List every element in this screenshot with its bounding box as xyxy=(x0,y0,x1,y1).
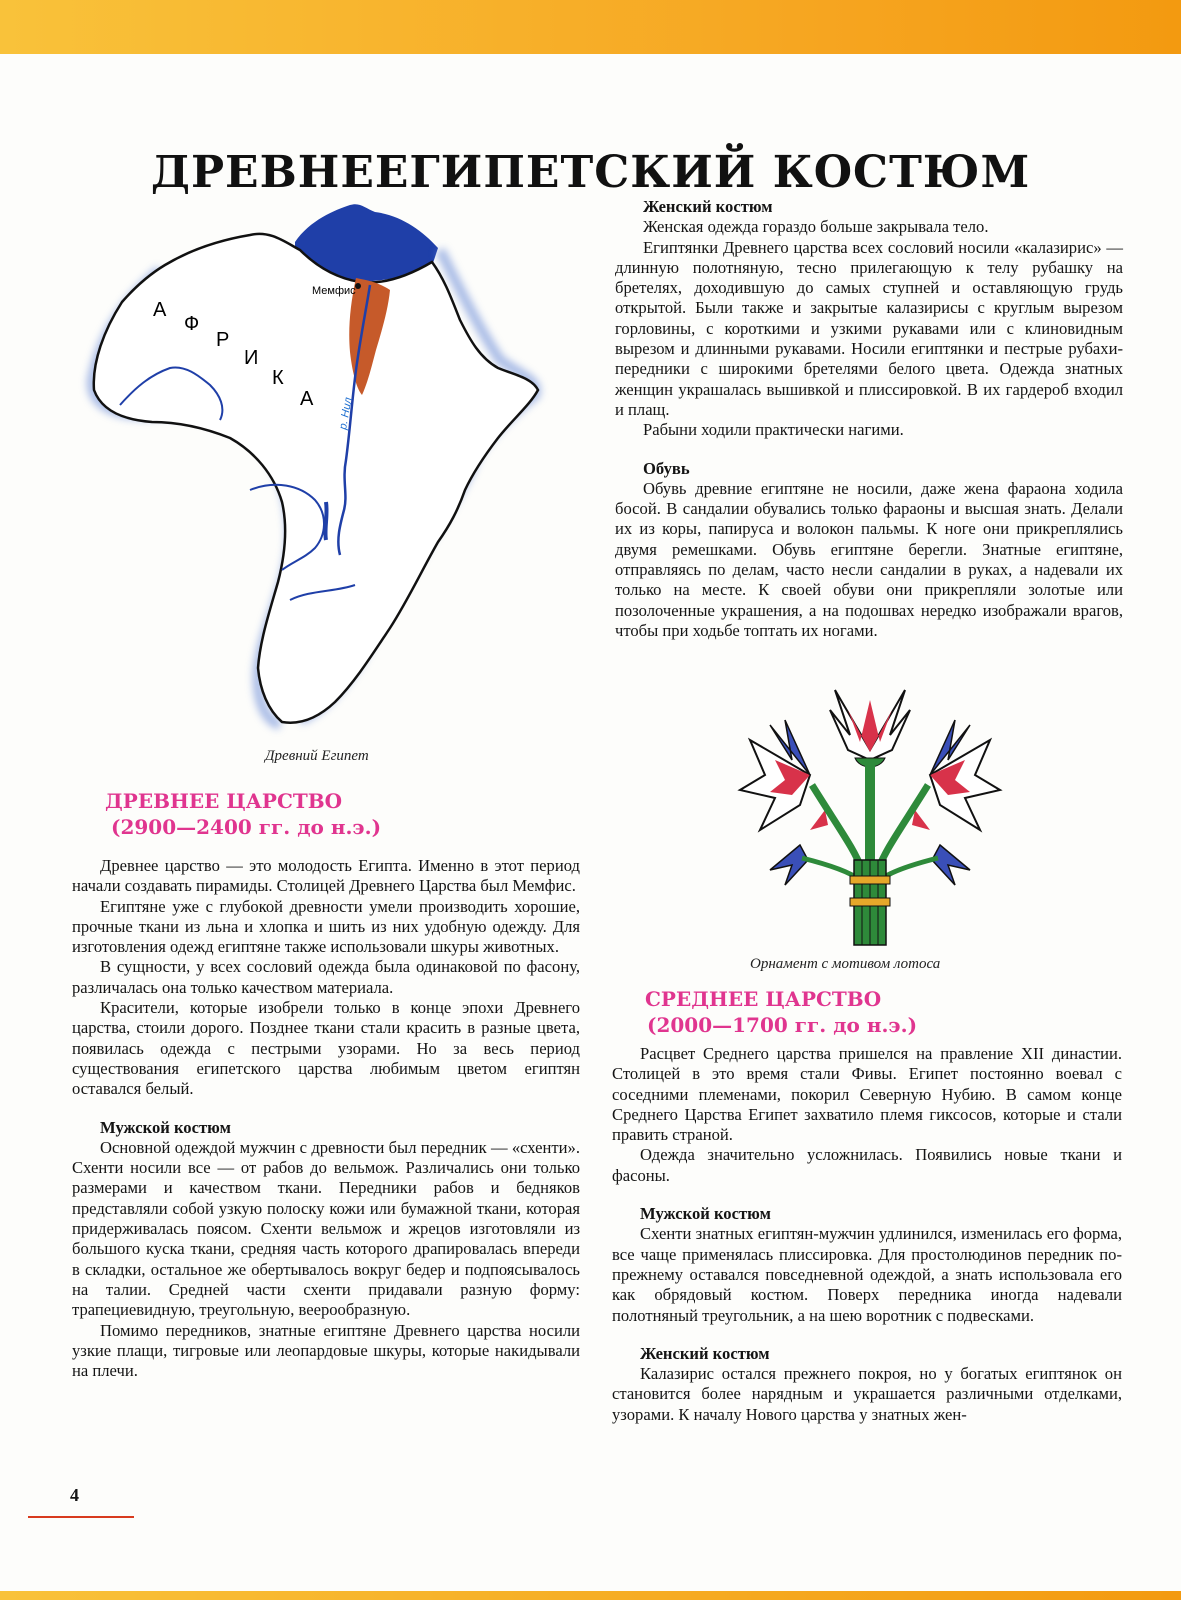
paragraph: Одежда значительно усложнилась. Появились новые ткани и фасоны. xyxy=(612,1145,1122,1185)
lotus-flower-right xyxy=(930,720,1000,830)
ornament-caption: Орнамент с мотивом лотоса xyxy=(750,956,941,972)
continent-letter: А xyxy=(300,388,314,410)
paragraph: Египтянки Древнего царства всех сословий носили «калазирис» — длинную полотняную, тесно прилегающую к телу рубашку на бретелях, доходившую до самых ступней и оставляющую грудь открытой. Были также и закрытые калазирисы с круглым вырезом горловины, с короткими и узкими рукавами или с клиновидным вырезом и длинными рукавами. Носили египтянки и пестрые рубахи-передники с широкими бретелями белого цвета. Одежда знатных женщин украшалась вышивкой и плиссировкой. В их гардероб входил и плащ. xyxy=(615,237,1123,419)
memphis-label: Мемфис xyxy=(312,285,356,297)
page-title: ДРЕВНЕЕГИПЕТСКИЙ КОСТЮМ xyxy=(150,147,1031,199)
africa-map xyxy=(60,190,600,750)
shoes-heading: Обувь xyxy=(643,458,690,478)
middle-kingdom-heading xyxy=(645,986,917,1038)
paragraph: Древнее царство — это молодость Египта. Именно в этот период начали создавать пирамиды. Столицей Древнего Царства был Мемфис. xyxy=(72,856,580,896)
middle-kingdom-title: СРЕДНЕЕ ЦАРСТВО xyxy=(645,987,882,1011)
lake xyxy=(325,502,326,540)
paragraph: Основной одеждой мужчин с древности был передник — «схенти». Схенти носили все — от рабов до вельмож. Различались они только размерами и качеством ткани. Передники рабов и бедняков представляли собой узкую полоску кожи или бумажной ткани, которая придерживалась поясом. Схенти вельмож и жрецов изготовляли из большого куска ткани, средняя часть которого драпировалась впереди в складки, остальное же обертывалось вокруг бедер и подпоясывалось на талии. Средней части схенти придавали разную форму: трапециевидную, треугольную, веерообразную. xyxy=(72,1137,580,1320)
nile-label: р. Нил xyxy=(337,396,355,431)
page-number-underline xyxy=(28,1516,134,1518)
old-kingdom-title: ДРЕВНЕЕ ЦАРСТВО xyxy=(105,789,343,813)
lotus-flower-center xyxy=(830,690,910,767)
continent-letter: А xyxy=(153,299,167,321)
paragraph: Египтяне уже с глубокой древности умели производить хорошие, прочные ткани из льна и хлопка и шить из них удобную одежду. Для изготовления одежд египтяне также использовали шкуры животных. xyxy=(72,896,580,957)
middle-kingdom-male-heading: Мужской костюм xyxy=(640,1204,771,1224)
continent-letter: К xyxy=(272,367,284,389)
old-kingdom-male-heading: Мужской костюм xyxy=(100,1117,231,1137)
paragraph: Расцвет Среднего царства пришелся на правление XII династии. Столицей в это время стали Фивы. Египет постоянно воевал с соседними племенами, покорил Северную Нубию. В самом конце Среднего Царства Египет захватило племя гиксосов, которые и стали править страной. xyxy=(612,1044,1122,1145)
middle-kingdom-female-heading: Женский костюм xyxy=(640,1343,770,1363)
paragraph: Красители, которые изобрели только в конце эпохи Древнего царства, стоили дорого. Позднее ткани стали красить в разные цвета, появилась одежда с пестрыми узорами. Но за весь период существования египетского царства любимым цветом египтян оставался белый. xyxy=(72,998,580,1099)
memphis-marker xyxy=(355,283,361,289)
paragraph: Рабыни ходили практически нагими. xyxy=(643,420,904,440)
continent-letter: Р xyxy=(216,329,230,351)
old-kingdom-heading xyxy=(105,788,381,840)
continent-letter: Ф xyxy=(184,313,200,335)
continent-letter: И xyxy=(244,347,259,369)
right-column-bottom xyxy=(612,1044,1122,1425)
lotus-ornament xyxy=(730,680,1010,955)
bottom-decorative-bar xyxy=(0,1591,1181,1600)
paragraph: Помимо передников, знатные египтяне Древнего царства носили узкие плащи, тигровые или леопардовые шкуры, которые накидывали на плечи. xyxy=(72,1320,580,1381)
left-column xyxy=(72,856,580,1381)
old-kingdom-female-heading: Женский костюм xyxy=(643,197,773,216)
paragraph: В сущности, у всех сословий одежда была одинаковой по фасону, различалась она только качеством материала. xyxy=(72,957,580,997)
lotus-stems xyxy=(802,765,938,945)
lotus-flower-left xyxy=(740,720,810,830)
paragraph: Обувь древние египтяне не носили, даже жена фараона ходила босой. В сандалии обувались только фараоны и высшая знать. Делали их из коры, папируса и волокон пальмы. К ноге они прикреплялись двумя ремешками. Обувь египтяне берегли. Знатные египтяне, отправляясь по делам, часто несли сандалии в руках, а надевали их только на месте. К своей обуви они прикрепляли золотые или позолоченные украшения, а на подошвах нередко изображали врагов, чтобы при ходьбе топтать их ногами. xyxy=(615,478,1123,640)
middle-kingdom-dates: (2000—1700 гг. до н.э.) xyxy=(647,1013,918,1037)
right-column-top xyxy=(615,197,1123,641)
top-decorative-bar xyxy=(0,0,1181,54)
paragraph: Калазирис остался прежнего покроя, но у богатых египтянок он становится более нарядным и украшается различными отделками, узорами. К началу Нового царства у знатных жен- xyxy=(612,1364,1122,1424)
paragraph: Женская одежда гораздо больше закрывала тело. xyxy=(643,217,989,237)
old-kingdom-dates: (2900—2400 гг. до н.э.) xyxy=(111,815,382,839)
paragraph: Схенти знатных египтян-мужчин удлинился, изменилась его форма, все чаще применялась плиссировка. Для простолюдинов передник по-прежнему оставался повседневной одеждой, а знать использовала его как обрядовый костюм. Поверх передника иногда надевали полотняный треугольник, а на шею воротник с подвесками. xyxy=(612,1224,1122,1325)
page-number: 4 xyxy=(70,1485,79,1505)
lotus-ornament-illustration xyxy=(730,680,1010,955)
map-caption: Древний Египет xyxy=(265,748,369,764)
africa-map-illustration xyxy=(60,190,600,750)
